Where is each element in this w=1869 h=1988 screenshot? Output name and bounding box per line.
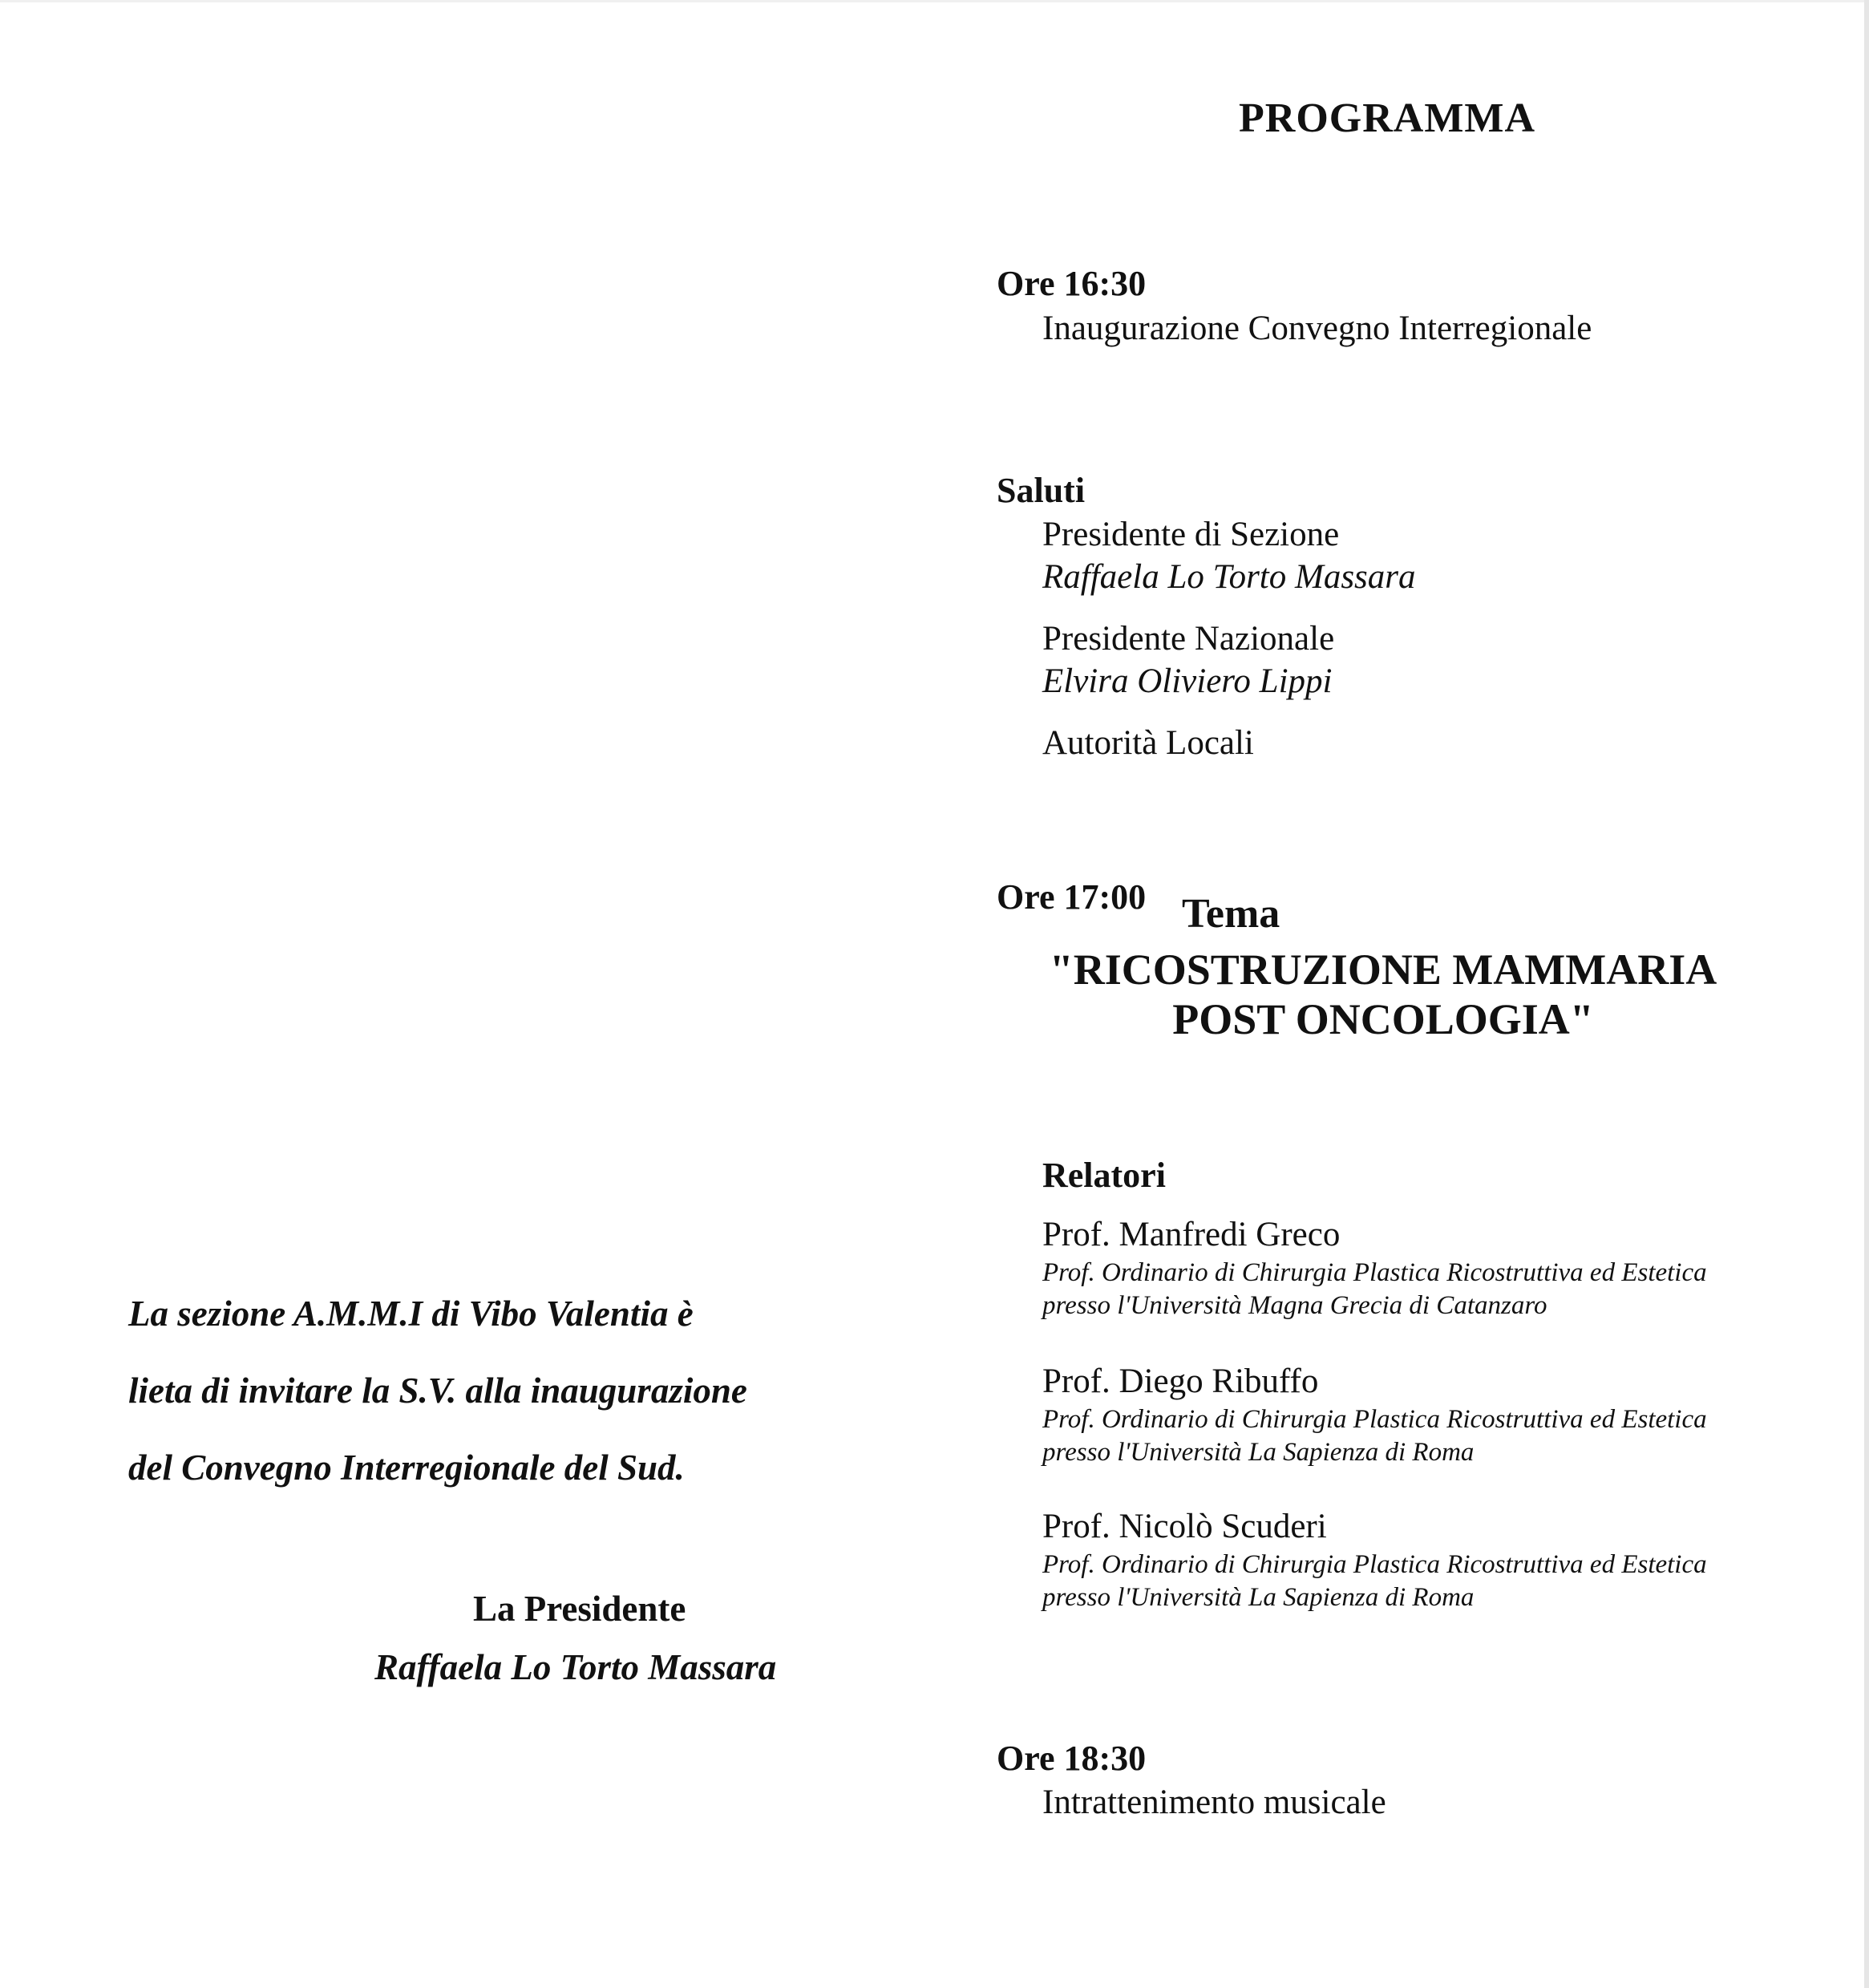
invitation-line-2: lieta di invitare la S.V. alla inaugurazione (128, 1371, 747, 1411)
speaker-3-role-1: Prof. Ordinario di Chirurgia Plastica Ricostruttiva ed Estetica (1042, 1550, 1707, 1579)
saluti-name-2: Elvira Oliviero Lippi (1042, 662, 1333, 700)
session-2-time: Ore 17:00 (997, 877, 1147, 917)
tema-label: Tema (1182, 891, 1280, 937)
session-1-text: Inaugurazione Convegno Interregionale (1042, 310, 1592, 347)
speaker-2-name: Prof. Diego Ribuffo (1042, 1362, 1319, 1400)
signature-label: La Presidente (473, 1589, 686, 1629)
scan-edge-top (0, 0, 1869, 2)
saluti-role-2: Presidente Nazionale (1042, 620, 1335, 658)
relatori-label: Relatori (1042, 1156, 1166, 1195)
session-1-time: Ore 16:30 (997, 264, 1147, 303)
saluti-name-1: Raffaela Lo Torto Massara (1042, 558, 1416, 596)
saluti-label: Saluti (997, 471, 1086, 510)
programme-title: PROGRAMMA (1239, 95, 1536, 141)
speaker-3-name: Prof. Nicolò Scuderi (1042, 1508, 1327, 1545)
tema-title-line-1: "RICOSTRUZIONE MAMMARIA (1049, 945, 1717, 994)
speaker-1-role-1: Prof. Ordinario di Chirurgia Plastica Ricostruttiva ed Estetica (1042, 1258, 1707, 1287)
speaker-1-role-2: presso l'Università Magna Grecia di Catanzaro (1042, 1291, 1547, 1320)
speaker-2-role-1: Prof. Ordinario di Chirurgia Plastica Ricostruttiva ed Estetica (1042, 1405, 1707, 1434)
tema-title-line-2: POST ONCOLOGIA" (1172, 995, 1594, 1043)
session-3-text: Intrattenimento musicale (1042, 1784, 1386, 1821)
speaker-2-role-2: presso l'Università La Sapienza di Roma (1042, 1438, 1475, 1467)
scan-edge-right (1864, 0, 1869, 1988)
speaker-1-name: Prof. Manfredi Greco (1042, 1216, 1341, 1253)
speaker-3-role-2: presso l'Università La Sapienza di Roma (1042, 1583, 1475, 1612)
saluti-role-1: Presidente di Sezione (1042, 516, 1340, 553)
invitation-line-3: del Convegno Interregionale del Sud. (128, 1447, 685, 1488)
signature-name: Raffaela Lo Torto Massara (374, 1647, 777, 1687)
tema-title (1038, 945, 1728, 1044)
invitation-text (128, 1275, 850, 1506)
invitation-line-1: La sezione A.M.M.I di Vibo Valentia è (128, 1294, 694, 1334)
session-3-time: Ore 18:30 (997, 1739, 1147, 1778)
saluti-role-3: Autorità Locali (1042, 724, 1254, 762)
